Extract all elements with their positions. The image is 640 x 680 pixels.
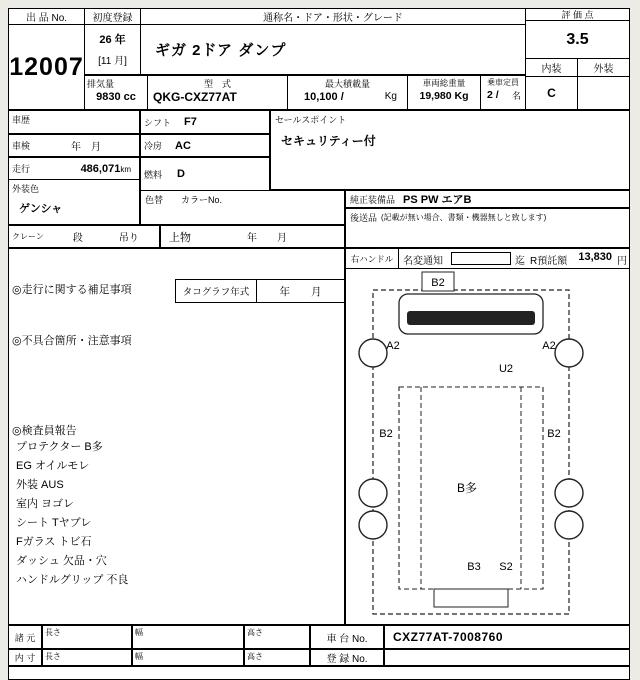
tailgate-box [434, 589, 508, 607]
inner-height-cell [244, 649, 310, 666]
handle-deposit-row [345, 248, 630, 269]
mark-b2-left: B2 [379, 428, 393, 440]
spec-row-label: 諸 元 [8, 625, 42, 649]
front-wheel-left [359, 339, 387, 367]
shift-value: F7 [184, 116, 197, 128]
body-label: 上物 [169, 231, 191, 244]
report-item: プロテクター B多 [16, 441, 103, 453]
report-item: ハンドルグリップ 不良 [16, 574, 129, 586]
inspection-cell [8, 134, 140, 157]
history-cell [8, 110, 140, 134]
height-label: 高さ [247, 628, 263, 637]
report-item: 外装 AUS [16, 479, 64, 491]
max-load-value: 10,100 / [304, 91, 344, 103]
color-change-label: 色替 [145, 195, 164, 205]
chassis-no-label: 車 台 No. [310, 625, 384, 649]
deposit-value: 13,830 [578, 251, 612, 263]
report-item: シート Tヤブレ [16, 517, 92, 529]
diagram-panel [345, 268, 630, 625]
registration-no-label: 登 録 No. [310, 649, 384, 666]
report-item: EG オイルモレ [16, 460, 90, 472]
truck-windshield [407, 311, 535, 325]
gross-weight-value: 19,980 Kg [419, 90, 469, 102]
inner-row-label: 内 寸 [8, 649, 42, 666]
rear-wheel-left-1 [359, 479, 387, 507]
first-reg-month: [11 月] [98, 56, 127, 67]
front-wheel-right [555, 339, 583, 367]
model-value: QKG-CXZ77AT [153, 90, 237, 104]
vehicle-name-value: ギガ 2ドア ダンプ [140, 24, 526, 75]
color-change-cell [140, 190, 345, 225]
height-label: 高さ [247, 652, 263, 661]
exhibit-no-header: 出 品 No. [8, 8, 85, 25]
shift-label: シフト [144, 117, 172, 128]
interior-grade: C [525, 76, 578, 110]
later-goods-label: 後送品 [350, 213, 378, 223]
mark-a2-left: A2 [386, 340, 400, 352]
vehicle-name-header: 通称名・ドア・形状・グレード [140, 8, 526, 25]
equipment-label: 純正装備品 [350, 194, 396, 205]
capacity-unit: 名 [511, 91, 521, 101]
handle-label: 右ハンドル [346, 249, 399, 268]
capacity-label: 乗車定員 [487, 78, 519, 87]
until-label: 迄 [515, 256, 525, 267]
chassis-no-value: CXZ77AT-7008760 [384, 625, 630, 649]
exterior-color-cell [8, 179, 140, 225]
sales-point-label: セールスポイント [275, 115, 347, 125]
displacement-cell [84, 75, 148, 110]
rear-wheel-right-1 [555, 479, 583, 507]
mark-b3: B3 [467, 561, 481, 573]
body-month: 月 [277, 233, 287, 244]
displacement-label: 排気量 [87, 79, 115, 89]
max-load-cell [287, 75, 408, 110]
exterior-header: 外装 [577, 58, 630, 77]
shift-cell [140, 110, 270, 134]
name-change-box [451, 252, 511, 265]
inspection-value: 年 月 [71, 142, 101, 153]
color-no-label: カラーNo. [181, 195, 223, 205]
cooling-cell [140, 134, 270, 157]
body-cell [160, 225, 345, 248]
cooling-value: AC [175, 139, 191, 152]
inspection-label: 車検 [12, 141, 31, 151]
mileage-cell [8, 157, 140, 180]
mark-center: B多 [456, 481, 478, 495]
mileage-note-title: ◎走行に関する補足事項 [12, 284, 132, 296]
defects-title: ◎不具合箇所・注意事項 [12, 335, 132, 347]
interior-header: 内装 [525, 58, 578, 77]
first-registration-header: 初度登録 [84, 8, 141, 25]
later-goods-cell [345, 208, 630, 248]
inner-length-cell [42, 649, 132, 666]
gross-weight-label: 車両総重量 [422, 78, 466, 88]
equipment-value: PS PW エアB [403, 194, 472, 206]
mark-u2: U2 [498, 363, 514, 375]
capacity-value: 2 / [487, 89, 499, 101]
mileage-value: 486,071 [80, 162, 121, 175]
spec-height-cell [244, 625, 310, 649]
gross-weight-cell [407, 75, 481, 110]
max-load-unit: Kg [384, 91, 397, 102]
mileage-unit: km [120, 164, 131, 174]
sales-point-cell [270, 110, 630, 190]
deposit-label: R預託額 [530, 256, 568, 267]
mark-s2: S2 [499, 561, 513, 573]
exhibit-no-value: 12007 [8, 24, 85, 110]
crane-label: クレーン [12, 232, 44, 241]
width-label: 幅 [135, 628, 143, 637]
name-change-label: 名変通知 [403, 256, 443, 267]
body-year: 年 [247, 233, 257, 244]
equipment-cell [345, 190, 630, 208]
first-reg-year: 26 年 [99, 34, 126, 46]
spec-length-cell [42, 625, 132, 649]
crane-stage: 段 [72, 233, 83, 244]
later-goods-note: (記載が無い場合、書類・機器無しと致します) [381, 213, 547, 222]
sales-point-value: セキュリティー付 [281, 134, 376, 148]
bottom-empty-row [8, 666, 630, 680]
history-label: 車歴 [12, 115, 31, 125]
capacity-cell [480, 75, 526, 110]
fuel-label: 燃料 [144, 169, 163, 180]
model-cell [147, 75, 288, 110]
vehicle-diagram [346, 269, 629, 624]
max-load-label: 最大積載量 [324, 79, 370, 89]
registration-no-value [384, 649, 630, 666]
exterior-grade [577, 76, 630, 110]
spec-width-cell [132, 625, 244, 649]
exterior-color-label: 外装色 [12, 184, 40, 194]
yen-label: 円 [617, 256, 627, 267]
fuel-cell [140, 157, 270, 191]
width-label: 幅 [135, 652, 143, 661]
length-label: 長さ [45, 652, 61, 661]
inspector-title: ◎検査員報告 [12, 425, 77, 437]
fuel-value: D [177, 168, 185, 180]
tachograph-value-cell: 年 月 [256, 279, 345, 303]
exterior-color-value: ゲンシャ [19, 203, 63, 215]
mark-a2-right: A2 [542, 340, 556, 352]
cooling-label: 冷房 [144, 141, 163, 151]
score-value: 3.5 [525, 20, 630, 59]
inspector-report-list [16, 438, 216, 590]
inner-width-cell [132, 649, 244, 666]
report-item: ダッシュ 欠品・穴 [16, 555, 107, 567]
report-item: 室内 ヨゴレ [16, 498, 75, 510]
score-header: 評 価 点 [525, 8, 630, 21]
rear-wheel-right-2 [555, 511, 583, 539]
crane-cell [8, 225, 160, 248]
crane-hang: 吊り [118, 233, 139, 244]
length-label: 長さ [45, 628, 61, 637]
report-item: Fガラス トビ石 [16, 536, 92, 548]
displacement-value: 9830 cc [96, 91, 136, 103]
model-label: 型 式 [203, 79, 231, 89]
rear-wheel-left-2 [359, 511, 387, 539]
first-registration-value [84, 24, 141, 75]
mark-b2-right: B2 [547, 428, 561, 440]
tachograph-label-cell: タコグラフ年式 [175, 279, 257, 303]
mileage-label: 走行 [12, 164, 31, 174]
top-mark-label: B2 [431, 277, 445, 289]
